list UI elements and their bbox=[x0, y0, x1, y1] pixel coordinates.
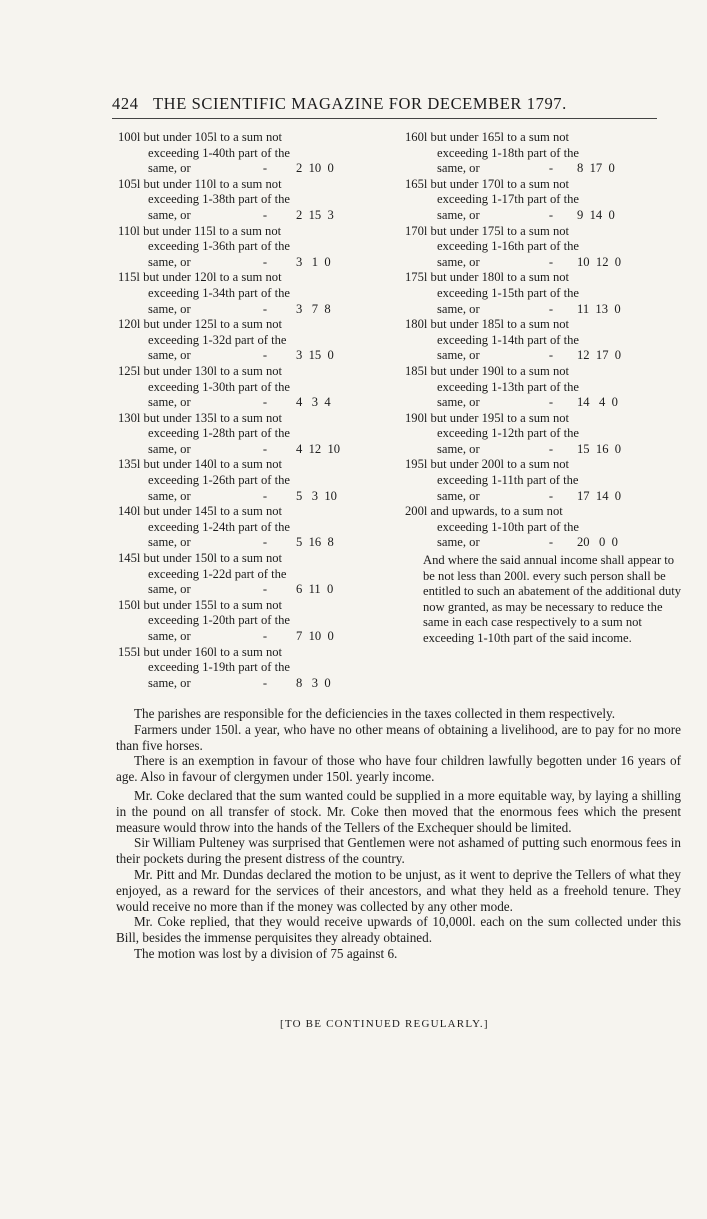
income-range: 200l and upwards, to a sum not bbox=[405, 504, 563, 519]
fraction-limit: exceeding 1-34th part of the bbox=[148, 285, 290, 300]
body-paragraph: Mr. Coke declared that the sum wanted could be supplied in a more equitable way, by laying a shilling in the pound on all transfer of stock. Mr. Coke then moved that the enormous fees which the present measure would throw into the hands of the Tellers of the Exchequer should be limited. bbox=[116, 787, 681, 835]
dash: - bbox=[262, 629, 268, 643]
left-tax-column bbox=[118, 130, 400, 691]
dash: - bbox=[548, 395, 554, 410]
right-tax-entries bbox=[405, 130, 683, 551]
dash: - bbox=[262, 301, 268, 316]
dash: - bbox=[262, 535, 268, 550]
amount-line bbox=[118, 348, 400, 364]
body-paragraph: The motion was lost by a division of 75 against 6. bbox=[134, 945, 398, 961]
dash: - bbox=[548, 254, 554, 269]
dash: - bbox=[262, 582, 268, 597]
fraction-limit: exceeding 1-22d part of the bbox=[148, 566, 287, 581]
income-range: 125l but under 130l to a sum not bbox=[118, 363, 283, 378]
income-range: 110l but under 115l to a sum not bbox=[118, 223, 282, 238]
income-range: 195l but under 200l to a sum not bbox=[405, 457, 570, 472]
amount-line bbox=[118, 442, 400, 458]
abatement-paragraph: And where the said annual income shall appear to be not less than 200l. every such person shall be entitled to such an abatement of the additional duty now granted, as may be necessary to reduce the same in each case respectively to a sum not exceeding 1-10th part of the said income. bbox=[423, 553, 682, 645]
right-tax-column bbox=[405, 130, 683, 647]
tax-entry bbox=[405, 177, 683, 224]
running-title: THE SCIENTIFIC MAGAZINE FOR DECEMBER 1797. bbox=[153, 94, 567, 113]
tax-amount: 2 15 3 bbox=[296, 207, 334, 222]
dash: - bbox=[548, 301, 554, 316]
income-range: 180l but under 185l to a sum not bbox=[405, 317, 570, 332]
dash: - bbox=[548, 488, 554, 503]
tax-amount: 15 16 0 bbox=[577, 441, 622, 456]
same-or-label: same, or bbox=[437, 395, 480, 410]
same-or-label: same, or bbox=[437, 161, 480, 176]
amount-line bbox=[118, 302, 400, 318]
same-or-label: same, or bbox=[148, 582, 191, 597]
tax-entry bbox=[118, 317, 400, 364]
dash: - bbox=[548, 348, 554, 363]
fraction-limit: exceeding 1-13th part of the bbox=[437, 379, 579, 394]
same-or-label: same, or bbox=[437, 207, 480, 222]
dash: - bbox=[262, 161, 268, 176]
income-range: 105l but under 110l to a sum not bbox=[118, 176, 282, 191]
fraction-limit: exceeding 1-36th part of the bbox=[148, 239, 290, 254]
same-or-label: same, or bbox=[148, 441, 191, 456]
body-paragraph: Mr. Pitt and Mr. Dundas declared the motion to be unjust, as it went to deprive the Tellers of what they enjoyed, as a reward for the services of their ancestors, and what they held as a freehold tenure. They would receive no more than if the money was collected by any other mode. bbox=[116, 866, 681, 914]
income-range: 100l but under 105l to a sum not bbox=[118, 130, 283, 144]
tax-entry bbox=[118, 224, 400, 271]
body-paragraph: The parishes are responsible for the deficiencies in the taxes collected in them respectively. bbox=[134, 706, 616, 721]
fraction-limit: exceeding 1-11th part of the bbox=[437, 473, 579, 488]
tax-amount: 14 4 0 bbox=[577, 395, 618, 410]
same-or-label: same, or bbox=[437, 441, 480, 456]
income-range: 115l but under 120l to a sum not bbox=[118, 270, 282, 285]
tax-amount: 20 0 0 bbox=[577, 535, 618, 550]
amount-line bbox=[405, 442, 683, 458]
dash: - bbox=[262, 395, 268, 410]
amount-line bbox=[405, 302, 683, 318]
tax-entry bbox=[405, 224, 683, 271]
fraction-limit: exceeding 1-30th part of the bbox=[148, 379, 290, 394]
fraction-limit: exceeding 1-20th part of the bbox=[148, 613, 290, 628]
running-header bbox=[112, 94, 660, 114]
same-or-label: same, or bbox=[148, 395, 191, 410]
income-range: 120l but under 125l to a sum not bbox=[118, 317, 283, 332]
tax-entry bbox=[405, 504, 683, 551]
tax-entry bbox=[405, 270, 683, 317]
body-paragraph: Sir William Pulteney was surprised that Gentlemen were not ashamed of putting such enormous fees in their pockets during the present distress of the country. bbox=[116, 835, 681, 867]
tax-entry bbox=[118, 411, 400, 458]
header-rule bbox=[112, 118, 657, 119]
same-or-label: same, or bbox=[148, 629, 191, 643]
same-or-label: same, or bbox=[148, 535, 191, 550]
income-range: 145l but under 150l to a sum not bbox=[118, 551, 283, 566]
tax-entry bbox=[118, 130, 400, 177]
fraction-limit: exceeding 1-19th part of the bbox=[148, 660, 290, 675]
tax-amount: 7 10 0 bbox=[296, 629, 334, 643]
tax-entry bbox=[118, 457, 400, 504]
tax-amount: 9 14 0 bbox=[577, 207, 615, 222]
tax-amount: 3 7 8 bbox=[296, 301, 331, 316]
same-or-label: same, or bbox=[148, 161, 191, 176]
income-range: 135l but under 140l to a sum not bbox=[118, 457, 283, 472]
tax-amount: 12 17 0 bbox=[577, 348, 622, 363]
body-text bbox=[116, 706, 681, 962]
tax-entry bbox=[118, 645, 400, 692]
tax-amount: 5 3 10 bbox=[296, 488, 337, 503]
same-or-label: same, or bbox=[148, 675, 191, 690]
same-or-label: same, or bbox=[148, 301, 191, 316]
tax-entry bbox=[405, 130, 683, 177]
fraction-limit: exceeding 1-16th part of the bbox=[437, 239, 579, 254]
income-range: 190l but under 195l to a sum not bbox=[405, 410, 570, 425]
dash: - bbox=[262, 441, 268, 456]
same-or-label: same, or bbox=[437, 301, 480, 316]
amount-line bbox=[118, 395, 400, 411]
fraction-limit: exceeding 1-40th part of the bbox=[148, 145, 290, 160]
income-range: 140l but under 145l to a sum not bbox=[118, 504, 283, 519]
amount-line bbox=[118, 582, 400, 598]
fraction-limit: exceeding 1-28th part of the bbox=[148, 426, 290, 441]
amount-line bbox=[405, 395, 683, 411]
tax-entry bbox=[118, 364, 400, 411]
dash: - bbox=[262, 348, 268, 363]
amount-line bbox=[405, 208, 683, 224]
dash: - bbox=[262, 675, 268, 690]
tax-amount: 5 16 8 bbox=[296, 535, 334, 550]
tax-amount: 4 12 10 bbox=[296, 441, 341, 456]
dash: - bbox=[262, 254, 268, 269]
fraction-limit: exceeding 1-26th part of the bbox=[148, 473, 290, 488]
same-or-label: same, or bbox=[437, 488, 480, 503]
tax-amount: 8 17 0 bbox=[577, 161, 615, 176]
tax-amount: 4 3 4 bbox=[296, 395, 331, 410]
amount-line bbox=[405, 489, 683, 505]
dash: - bbox=[548, 207, 554, 222]
tax-entry bbox=[405, 411, 683, 458]
amount-line bbox=[118, 161, 400, 177]
dash: - bbox=[262, 207, 268, 222]
amount-line bbox=[118, 629, 400, 645]
amount-line bbox=[118, 489, 400, 505]
same-or-label: same, or bbox=[437, 348, 480, 363]
fraction-limit: exceeding 1-18th part of the bbox=[437, 145, 579, 160]
tax-amount: 2 10 0 bbox=[296, 161, 334, 176]
tax-amount: 6 11 0 bbox=[296, 582, 334, 597]
dash: - bbox=[262, 488, 268, 503]
tax-entry bbox=[118, 551, 400, 598]
income-range: 175l but under 180l to a sum not bbox=[405, 270, 570, 285]
tax-amount: 10 12 0 bbox=[577, 254, 622, 269]
fraction-limit: exceeding 1-14th part of the bbox=[437, 332, 579, 347]
dash: - bbox=[548, 161, 554, 176]
page-number: 424 bbox=[112, 94, 139, 113]
tax-entry bbox=[118, 177, 400, 224]
tax-amount: 3 1 0 bbox=[296, 254, 331, 269]
fraction-limit: exceeding 1-32d part of the bbox=[148, 332, 287, 347]
income-range: 160l but under 165l to a sum not bbox=[405, 130, 570, 144]
dash: - bbox=[548, 441, 554, 456]
amount-line bbox=[405, 348, 683, 364]
body-paragraph: Farmers under 150l. a year, who have no other means of obtaining a livelihood, are to pay for no more than five horses. bbox=[116, 721, 681, 753]
amount-line bbox=[405, 161, 683, 177]
income-range: 165l but under 170l to a sum not bbox=[405, 176, 570, 191]
income-range: 170l but under 175l to a sum not bbox=[405, 223, 570, 238]
income-range: 185l but under 190l to a sum not bbox=[405, 363, 570, 378]
same-or-label: same, or bbox=[148, 254, 191, 269]
income-range: 150l but under 155l to a sum not bbox=[118, 597, 283, 612]
tax-amount: 17 14 0 bbox=[577, 488, 622, 503]
fraction-limit: exceeding 1-15th part of the bbox=[437, 285, 579, 300]
body-paragraph: Mr. Coke replied, that they would receive upwards of 10,000l. each on the sum collected under this Bill, besides the immense perquisites they already obtained. bbox=[116, 914, 681, 946]
same-or-label: same, or bbox=[148, 348, 191, 363]
fraction-limit: exceeding 1-17th part of the bbox=[437, 192, 579, 207]
tax-amount: 11 13 0 bbox=[577, 301, 621, 316]
continuation-note: [TO BE CONTINUED REGULARLY.] bbox=[280, 1018, 489, 1030]
tax-entry bbox=[405, 457, 683, 504]
tax-entry bbox=[118, 504, 400, 551]
income-range: 155l but under 160l to a sum not bbox=[118, 644, 283, 659]
same-or-label: same, or bbox=[148, 207, 191, 222]
tax-amount: 8 3 0 bbox=[296, 675, 331, 690]
same-or-label: same, or bbox=[437, 535, 480, 550]
tax-entry bbox=[405, 317, 683, 364]
amount-line bbox=[118, 535, 400, 551]
amount-line bbox=[118, 255, 400, 271]
tax-entry bbox=[405, 364, 683, 411]
fraction-limit: exceeding 1-24th part of the bbox=[148, 519, 290, 534]
tax-entry bbox=[118, 598, 400, 645]
same-or-label: same, or bbox=[148, 488, 191, 503]
income-range: 130l but under 135l to a sum not bbox=[118, 410, 283, 425]
same-or-label: same, or bbox=[437, 254, 480, 269]
dash: - bbox=[548, 535, 554, 550]
fraction-limit: exceeding 1-12th part of the bbox=[437, 426, 579, 441]
body-paragraph: There is an exemption in favour of those who have four children lawfully begotten under 16 years of age. Also in favour of clergymen under 150l. yearly income. bbox=[116, 753, 681, 785]
tax-entry bbox=[118, 270, 400, 317]
amount-line bbox=[405, 535, 683, 551]
tax-amount: 3 15 0 bbox=[296, 348, 334, 363]
amount-line bbox=[405, 255, 683, 271]
amount-line bbox=[118, 676, 400, 692]
fraction-limit: exceeding 1-10th part of the bbox=[437, 519, 579, 534]
amount-line bbox=[118, 208, 400, 224]
fraction-limit: exceeding 1-38th part of the bbox=[148, 192, 290, 207]
